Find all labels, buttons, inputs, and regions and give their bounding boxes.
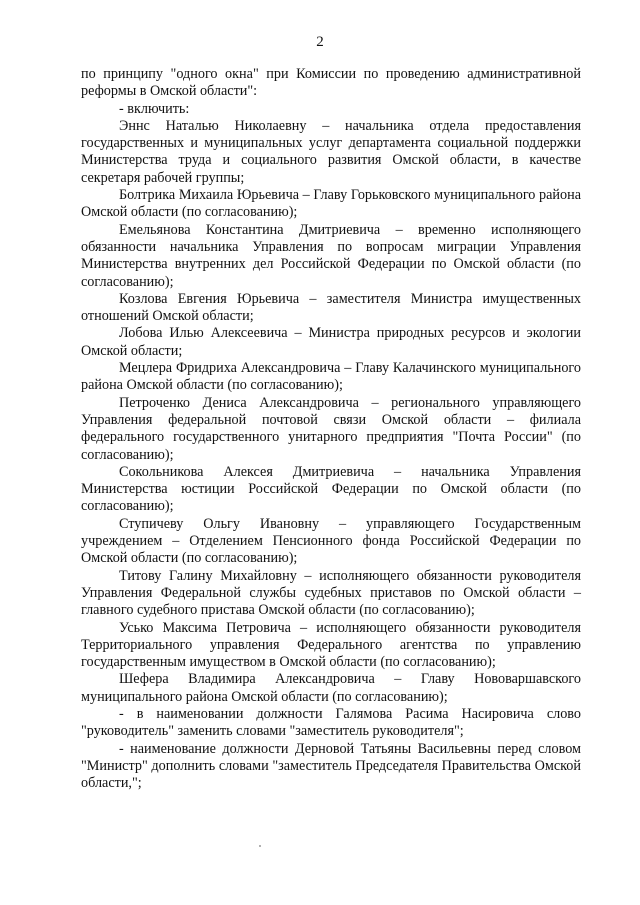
- document-body: [81, 66, 581, 792]
- paragraph-member: Ступичеву Ольгу Ивановну – управляющего Государственным учреждением – Отделением Пенсионного фонда Российской Федерации по Омской области (по согласованию);: [81, 515, 581, 567]
- paragraph-amendment: - наименование должности Дерновой Татьяны Васильевны перед словом "Министр" дополнить словами "заместитель Председателя Правительства Омской области,";: [81, 740, 581, 792]
- paragraph-member: Емельянова Константина Дмитриевича – временно исполняющего обязанности начальника Управления по вопросам миграции Управления Министерства внутренних дел Российской Федерации по Омской области (по согласованию);: [81, 221, 581, 290]
- paragraph-include-heading: - включить:: [119, 100, 190, 117]
- paragraph-member: Титову Галину Михайловну – исполняющего обязанности руководителя Управления Федеральной службы судебных приставов по Омской области – главного судебного пристава Омской области (по согласованию);: [81, 567, 581, 619]
- paragraph-member: Эннс Наталью Николаевну – начальника отдела предоставления государственных и муниципальных услуг департамента социальной поддержки Министерства труда и социального развития Омской области, в качестве секретаря рабочей группы;: [81, 117, 581, 186]
- paragraph-member: Шефера Владимира Александровича – Главу Нововаршавского муниципального района Омской области (по согласованию);: [81, 671, 581, 705]
- paragraph-member: Лобова Илью Алексеевича – Министра природных ресурсов и экологии Омской области;: [81, 325, 581, 359]
- paragraph-continuation: по принципу "одного окна" при Комиссии по проведению административной реформы в Омской области":: [81, 66, 581, 100]
- paragraph-member: Болтрика Михаила Юрьевича – Главу Горьковского муниципального района Омской области (по согласованию);: [81, 187, 581, 221]
- paragraph-amendment: - в наименовании должности Галямова Расима Насировича слово "руководитель" заменить словами "заместитель руководителя";: [81, 705, 581, 740]
- paragraph-member: Петроченко Дениса Александровича – регионального управляющего Управления федеральной почтовой связи Омской области – филиала федерального государственного унитарного предприятия "Почта России" (по согласованию);: [81, 394, 581, 463]
- page-number: 2: [316, 34, 324, 50]
- paragraph-member: Козлова Евгения Юрьевича – заместителя Министра имущественных отношений Омской области;: [81, 290, 581, 325]
- scan-speck: [259, 845, 261, 847]
- paragraph-member: Мецлера Фридриха Александровича – Главу Калачинского муниципального района Омской области (по согласованию);: [81, 360, 581, 394]
- paragraph-member: Сокольникова Алексея Дмитриевича – начальника Управления Министерства юстиции Российской Федерации по Омской области (по согласованию);: [81, 463, 581, 515]
- paragraph-member: Усько Максима Петровича – исполняющего обязанности руководителя Территориального управления Федерального агентства по управлению государственным имуществом в Омской области (по согласованию);: [81, 619, 581, 671]
